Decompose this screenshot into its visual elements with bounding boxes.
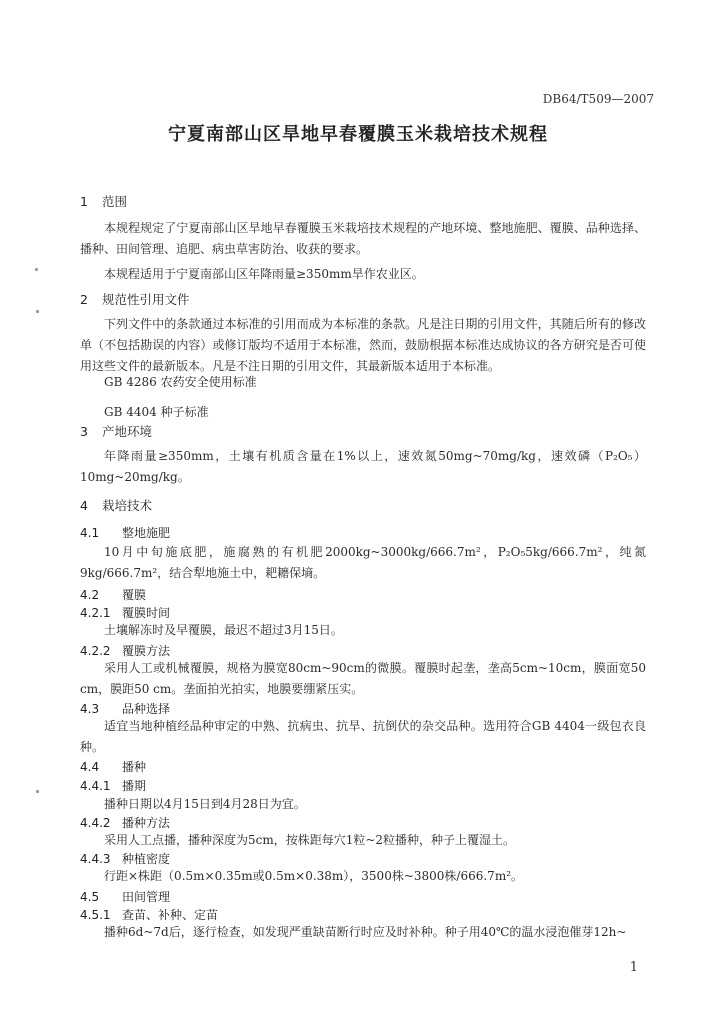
section-number: 3 [80, 424, 88, 439]
subsection-number: 4.4.2 [80, 816, 111, 830]
section-title: 产地环境 [102, 424, 153, 439]
subsection-title: 播种方法 [122, 816, 171, 830]
subsection-title: 种植密度 [122, 852, 171, 866]
subsection-number: 4.1 [80, 526, 100, 540]
section-4-heading [80, 496, 152, 514]
subsection-number: 4.2.2 [80, 644, 111, 658]
subsection-title: 覆膜 [122, 588, 147, 602]
page-title: 宁夏南部山区旱地早春覆膜玉米栽培技术规程 [168, 124, 548, 145]
subsection-number: 4.4.3 [80, 852, 111, 866]
subsection-4-4-heading [80, 758, 146, 775]
section-1-heading [80, 192, 127, 210]
subsection-4-1-heading [80, 524, 170, 541]
subsection-4-4-2-heading [80, 814, 170, 831]
scan-speck [36, 790, 39, 793]
subsection-4-5-heading [80, 888, 170, 905]
section-number: 1 [80, 194, 88, 209]
subsection-number: 4.3 [80, 702, 100, 716]
subsection-number: 4.4.1 [80, 779, 111, 793]
subsection-4-2-1-heading [80, 604, 170, 621]
subsection-number: 4.2 [80, 588, 100, 602]
subsection-4-3-paragraph: 适宜当地种植经品种审定的中熟、抗病虫、抗旱、抗倒伏的杂交品种。选用符合GB 4404一级包衣良种。 [80, 719, 646, 754]
subsection-number: 4.4 [80, 760, 100, 774]
scan-speck [35, 268, 38, 271]
document-code: DB64/T509—2007 [542, 92, 654, 106]
subsection-title: 田间管理 [122, 890, 171, 904]
subsection-4-4-3-paragraph: 行距×株距（0.5m×0.35m或0.5m×0.38m），3500株~3800株/666.7m²。 [104, 869, 524, 883]
section-2-paragraph: 下列文件中的条款通过本标准的引用而成为本标准的条款。凡是注日期的引用文件，其随后所有的修改单（不包括勘误的内容）或修订版均不适用于本标准，然而，鼓励根据本标准达成协议的各方研究是否可使用这些文件的最新版本。凡是不注日期的引用文件，其最新版本适用于本标准。 [80, 317, 646, 373]
subsection-4-2-2-paragraph: 采用人工或机械覆膜，规格为膜宽80cm~90cm的微膜。覆膜时起垄，垄高5cm~10cm，膜面宽50 cm，膜距50 cm。垄面拍光拍实，地膜要绷紧压实。 [80, 661, 646, 696]
scan-speck [36, 310, 39, 313]
subsection-title: 播期 [122, 779, 147, 793]
section-title: 规范性引用文件 [102, 292, 190, 307]
subsection-4-5-1-paragraph: 播种6d~7d后，逐行检查，如发现严重缺苗断行时应及时补种。种子用40℃的温水浸泡催芽12h~ [104, 925, 627, 939]
section-3-heading [80, 422, 152, 440]
subsection-4-3-heading [80, 700, 170, 717]
subsection-4-4-3-heading [80, 850, 170, 867]
section-title: 栽培技术 [102, 498, 153, 513]
page-number: 1 [629, 960, 638, 975]
reference-gb4404: GB 4404 种子标准 [104, 405, 209, 419]
subsection-title: 查苗、补种、定苗 [122, 908, 219, 922]
subsection-number: 4.5.1 [80, 908, 111, 922]
subsection-4-1-paragraph: 10月中旬施底肥，施腐熟的有机肥2000kg~3000kg/666.7m²，P₂O₅5kg/666.7m²，纯氮9kg/666.7m²，结合犁地施土中，耙耱保墒。 [80, 545, 646, 580]
subsection-4-2-2-heading [80, 642, 170, 659]
section-number: 4 [80, 498, 88, 513]
subsection-4-4-1-heading [80, 777, 146, 794]
subsection-title: 覆膜方法 [122, 644, 171, 658]
subsection-title: 覆膜时间 [122, 606, 171, 620]
section-number: 2 [80, 292, 88, 307]
subsection-4-5-1-heading [80, 906, 218, 923]
subsection-4-2-1-paragraph: 土壤解冻时及早覆膜，最迟不超过3月15日。 [104, 623, 343, 637]
section-title: 范围 [102, 194, 128, 209]
section-3-paragraph: 年降雨量≥350mm，土壤有机质含量在1%以上，速效氮50mg~70mg/kg，速效磷（P₂O₅）10mg~20mg/kg。 [80, 449, 646, 484]
subsection-title: 播种 [122, 760, 147, 774]
section-1-paragraph-1: 本规程规定了宁夏南部山区旱地早春覆膜玉米栽培技术规程的产地环境、整地施肥、覆膜、品种选择、播种、田间管理、追肥、病虫草害防治、收获的要求。 [80, 221, 646, 256]
reference-gb4286: GB 4286 农药安全使用标准 [104, 375, 257, 389]
subsection-title: 整地施肥 [122, 526, 171, 540]
subsection-number: 4.2.1 [80, 606, 111, 620]
subsection-number: 4.5 [80, 890, 100, 904]
subsection-4-4-2-paragraph: 采用人工点播，播种深度为5cm，按株距每穴1粒~2粒播种，种子上覆湿土。 [104, 833, 516, 847]
section-2-heading [80, 290, 190, 308]
section-1-paragraph-2: 本规程适用于宁夏南部山区年降雨量≥350mm旱作农业区。 [104, 267, 424, 281]
subsection-4-2-heading [80, 586, 146, 603]
subsection-4-4-1-paragraph: 播种日期以4月15日到4月28日为宜。 [104, 797, 306, 811]
subsection-title: 品种选择 [122, 702, 171, 716]
